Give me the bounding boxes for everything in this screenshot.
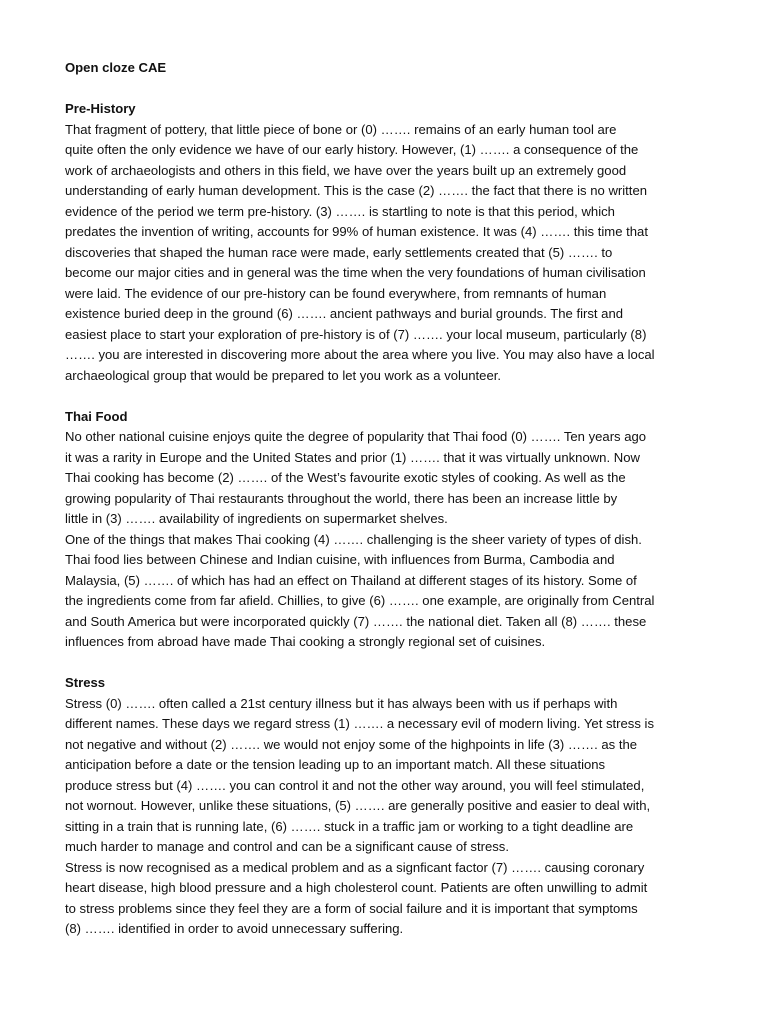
text-line: the ingredients come from far afield. Chillies, to give (6) ……. one example, are originally from Central [65,593,655,608]
text-line: Thai food lies between Chinese and Indian cuisine, with influences from Burma, Cambodia and [65,552,615,567]
text-line: quite often the only evidence we have of our early history. However, (1) ……. a consequence of the [65,142,639,157]
text-line: Stress is now recognised as a medical problem and as a signficant factor (7) ……. causing coronary [65,859,645,875]
text-line: Thai cooking has become (2) ……. of the West’s favourite exotic styles of cooking. As well as the [65,470,626,485]
section-heading: Stress [65,675,106,690]
text-line: discoveries that shaped the human race were made, early settlements created that (5) ……. to [65,244,613,260]
text-line: it was a rarity in Europe and the United States and prior (1) ……. that it was virtually unknown. Now [65,449,640,465]
text-line: That fragment of pottery, that little piece of bone or (0) ……. remains of an early human tool are [65,121,617,137]
document-page [65,58,705,960]
text-line: work of archaeologists and others in this field, we have over the years built up an extremely good [65,162,627,178]
text-line: little in (3) ……. availability of ingredients on supermarket shelves. [65,511,448,526]
section-body [65,120,705,387]
text-line: ……. you are interested in discovering more about the area where you live. You may also have a local [65,347,655,362]
text-line: influences from abroad have made Thai cooking a strongly regional set of cuisines. [65,634,546,649]
section-stress [65,673,705,940]
text-line: heart disease, high blood pressure and a high cholesterol count. Patients are often unwilling to admit [65,880,648,895]
text-line: One of the things that makes Thai cooking (4) ……. challenging is the sheer variety of types of dish. [65,531,642,547]
text-line: growing popularity of Thai restaurants throughout the world, there has been an increase little by [65,490,618,506]
section-heading: Thai Food [65,408,128,424]
section-body [65,427,705,653]
text-line: and South America but were incorporated quickly (7) ……. the national diet. Taken all (8) ……. these [65,613,647,629]
document-title: Open cloze CAE [65,60,167,75]
text-line: (8) ……. identified in order to avoid unnecessary suffering. [65,921,404,936]
text-line: understanding of early human development. This is the case (2) ……. the fact that there is no written [65,183,648,198]
section-body [65,694,705,940]
text-line: No other national cuisine enjoys quite the degree of popularity that Thai food (0) ……. Ten years ago [65,429,647,444]
text-line: not negative and without (2) ……. we would not enjoy some of the highpoints in life (3) ……. as the [65,736,638,752]
text-line: evidence of the period we term pre-history. (3) ……. is startling to note is that this period, which [65,203,615,219]
text-line: existence buried deep in the ground (6) ……. ancient pathways and burial grounds. The first and [65,306,624,321]
text-line: become our major cities and in general was the time when the very foundations of human civilisation [65,265,646,280]
text-line: anticipation before a date or the tension leading up to an important match. All these situations [65,757,606,772]
text-line: were laid. The evidence of our pre-history can be found everywhere, from remnants of human [65,285,607,301]
text-line: Malaysia, (5) ……. of which has had an effect on Thailand at different stages of its history. Some of [65,572,637,588]
text-line: much harder to manage and control and can be a significant cause of stress. [65,839,509,854]
text-line: predates the invention of writing, accounts for 99% of human existence. It was (4) ……. this time that [65,224,648,239]
text-line: not wornout. However, unlike these situations, (5) ……. are generally positive and easier to deal with, [65,798,651,813]
text-line: Stress (0) ……. often called a 21st century illness but it has always been with us if perhaps with [65,695,618,711]
text-line: produce stress but (4) ……. you can control it and not the other way around, you will feel stimulated, [65,777,645,793]
text-line: sitting in a train that is running late, (6) ……. stuck in a traffic jam or working to a tight deadline are [65,818,634,834]
text-line: different names. These days we regard stress (1) ……. a necessary evil of modern living. Yet stress is [65,716,654,731]
section-heading: Pre-History [65,101,136,116]
text-line: easiest place to start your exploration of pre-history is of (7) ……. your local museum, particularly (8) [65,326,647,342]
text-line: to stress problems since they feel they are a form of social failure and it is important that symptoms [65,900,638,916]
section-pre-history [65,99,705,386]
text-line: archaeological group that would be prepared to let you work as a volunteer. [65,367,502,383]
section-thai-food [65,407,705,653]
